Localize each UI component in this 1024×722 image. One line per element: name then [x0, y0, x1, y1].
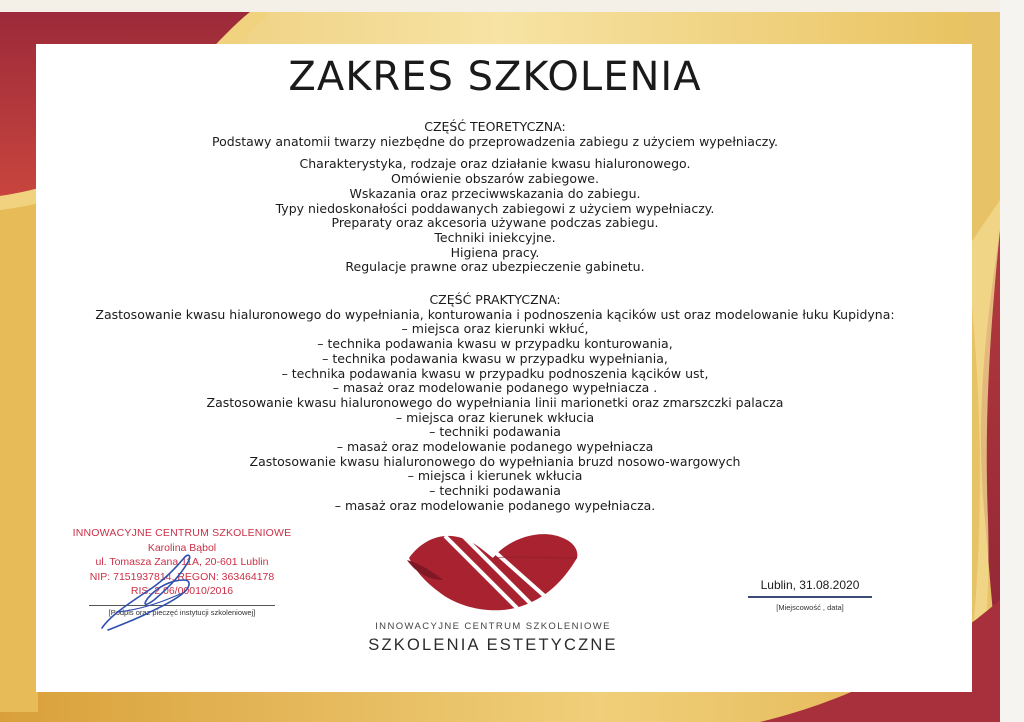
theory-item: Typy niedoskonałości poddawanych zabiegowi z użyciem wypełniaczy. — [275, 200, 715, 216]
place-date-line — [748, 596, 872, 598]
practice-item: – masaż oraz modelowanie podanego wypełniacza . — [332, 380, 658, 396]
practice-item: – technika podawania kwasu w przypadku podnoszenia kącików ust, — [281, 365, 709, 381]
brand-name: SZKOLENIA ESTETYCZNE — [368, 636, 618, 654]
theory-item: Techniki iniekcyjne. — [434, 229, 556, 245]
practice-item: – techniki podawania — [429, 483, 561, 499]
page-title: ZAKRES SZKOLENIA — [288, 54, 702, 100]
theory-item: Preparaty oraz akcesoria używane podczas zabiegu. — [331, 215, 659, 231]
theory-intro: Podstawy anatomii twarzy niezbędne do przeprowadzenia zabiegu z użyciem wypełniaczy. — [212, 133, 778, 149]
practice-item: – technika podawania kwasu w przypadku wypełniania, — [322, 350, 668, 366]
theory-item: Wskazania oraz przeciwwskazania do zabiegu. — [349, 185, 641, 201]
theory-section — [0, 120, 990, 275]
practice-item: – technika podawania kwasu w przypadku konturowania, — [317, 336, 673, 352]
theory-item: Charakterystyka, rodzaje oraz działanie kwasu hialuronowego. — [299, 156, 691, 172]
practice-item: Zastosowanie kwasu hialuronowego do wypełniania bruzd nosowo-wargowych — [249, 453, 741, 469]
practice-item: – miejsca oraz kierunki wkłuć, — [401, 321, 589, 337]
practice-item: Zastosowanie kwasu hialuronowego do wypełniania, konturowania i podnoszenia kącików ust oraz modelowanie łuku Kupidyna: — [95, 306, 895, 322]
theory-heading: CZĘŚĆ TEORETYCZNA: — [424, 119, 566, 134]
practice-item: – miejsca i kierunek wkłucia — [407, 468, 583, 484]
practice-heading: CZĘŚĆ PRAKTYCZNA: — [429, 292, 561, 307]
practice-item: – masaż oraz modelowanie podanego wypełniacza. — [334, 497, 656, 513]
place-date — [748, 578, 872, 612]
stamp-line: Karolina Bąbol — [147, 541, 217, 554]
practice-item: – miejsca oraz kierunek wkłucia — [395, 409, 595, 425]
lips-logo-icon — [405, 528, 581, 612]
place-date-value: Lublin, 31.08.2020 — [760, 578, 860, 592]
practice-section — [0, 293, 990, 514]
stamp-line: NIP: 7151937814, REGON: 363464178 — [89, 570, 275, 583]
stamp-line: RIS: 2.06/00010/2016 — [130, 585, 234, 598]
practice-item: – techniki podawania — [429, 424, 561, 440]
theory-item: Higiena pracy. — [450, 244, 540, 260]
stamp-caption: [Podpis oraz pieczęć instytucji szkoleniowej] — [108, 607, 256, 617]
stamp-line: INNOWACYJNE CENTRUM SZKOLENIOWE — [72, 527, 292, 539]
theory-item: Regulacje prawne oraz ubezpieczenie gabinetu. — [345, 259, 645, 275]
theory-item: Omówienie obszarów zabiegowe. — [391, 171, 599, 187]
brand-tagline: INNOWACYJNE CENTRUM SZKOLENIOWE — [375, 621, 611, 632]
practice-item: – masaż oraz modelowanie podanego wypełniacza — [336, 439, 654, 455]
place-date-caption: [Miejscowość , data] — [776, 603, 844, 612]
stamp-line: ul. Tomasza Zana 11A, 20-601 Lublin — [95, 556, 269, 569]
practice-item: Zastosowanie kwasu hialuronowego do wypełniania linii marionetki oraz zmarszczki palacza — [206, 394, 784, 410]
